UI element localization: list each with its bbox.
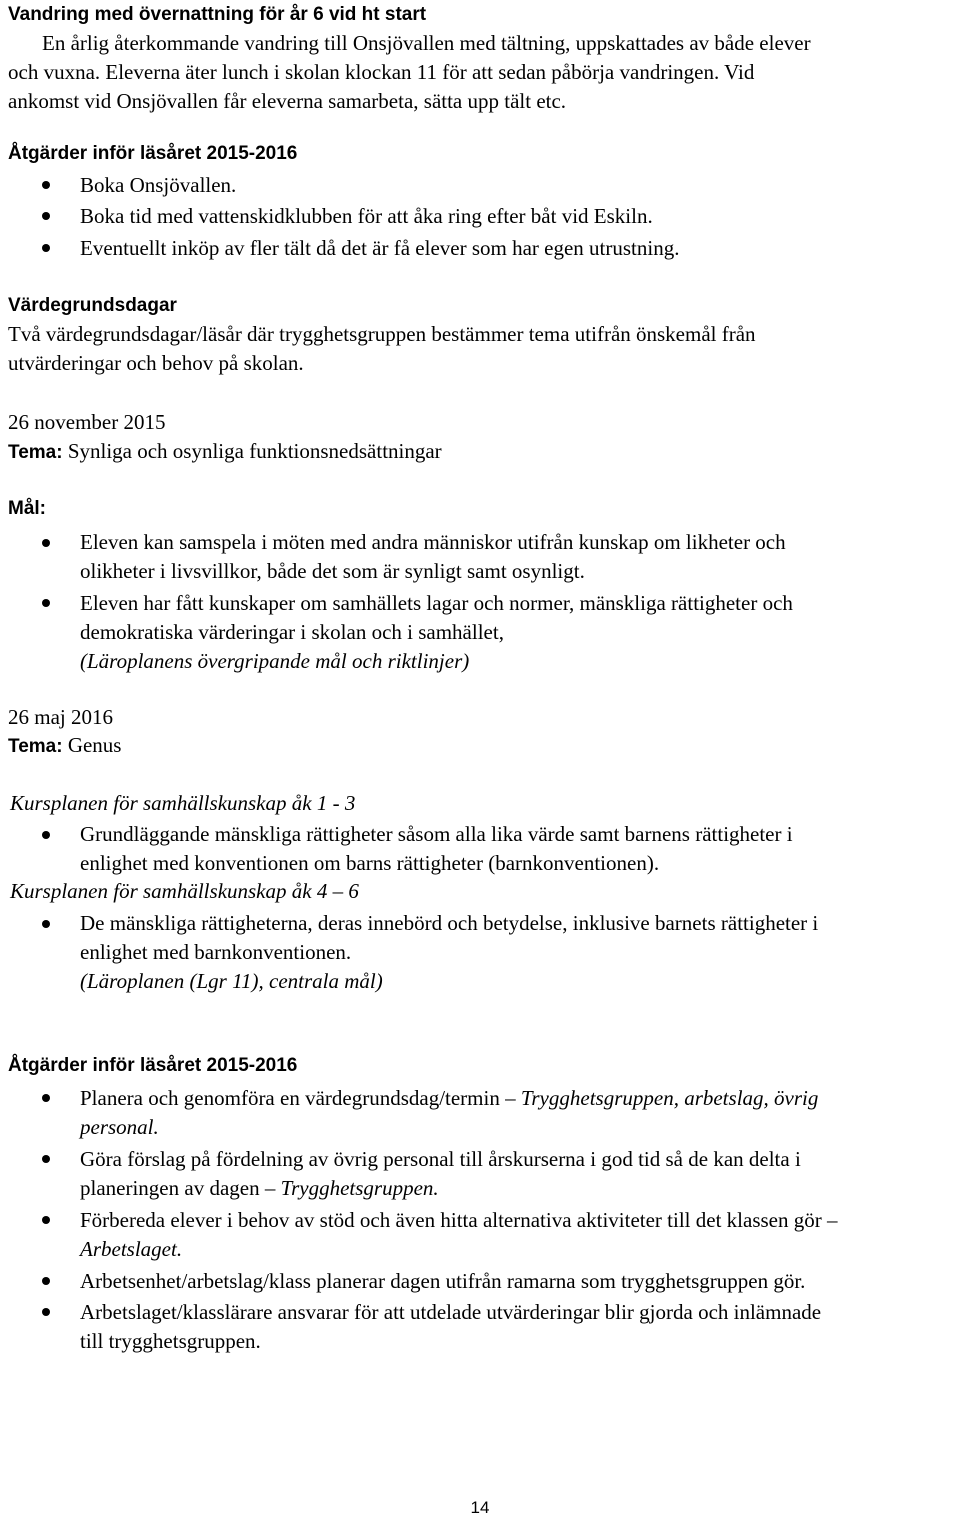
list-item-text: Förbereda elever i behov av stöd och även hitta alternativa aktiviteter till det klassen gör –	[80, 1208, 838, 1232]
section-heading-atgarder: Åtgärder inför läsåret 2015-2016	[8, 1055, 298, 1076]
list-item-line	[80, 1206, 838, 1234]
bullet-icon	[42, 1308, 50, 1316]
list-item-line: enlighet med barnkonventionen.	[80, 940, 352, 964]
paragraph-line: och vuxna. Eleverna äter lunch i skolan klockan 11 för att sedan påbörja vandringen. Vid	[8, 60, 755, 84]
kursplan-title: Kursplanen för samhällskunskap åk 1 - 3	[10, 791, 356, 815]
page-number: 14	[470, 1498, 490, 1517]
section-heading-vandring: Vandring med övernattning för år 6 vid ht start	[8, 4, 427, 25]
list-item: Boka tid med vattenskidklubben för att åka ring efter båt vid Eskiln.	[80, 204, 653, 228]
list-item-line	[80, 1113, 159, 1141]
list-item-line: De mänskliga rättigheterna, deras innebörd och betydelse, inklusive barnets rättigheter i	[80, 911, 819, 935]
bullet-icon	[42, 212, 50, 220]
list-item-italic: personal.	[80, 1115, 159, 1139]
list-item-italic: Arbetslaget.	[80, 1237, 183, 1261]
bullet-icon	[42, 539, 50, 547]
list-item-line	[80, 1235, 182, 1263]
list-item-line	[80, 1174, 439, 1202]
tema-value: Genus	[67, 733, 122, 757]
bullet-icon	[42, 1155, 50, 1163]
bullet-icon	[42, 181, 50, 189]
tema-value: Synliga och osynliga funktionsnedsättningar	[67, 439, 442, 463]
paragraph-line: Två värdegrundsdagar/läsår där trygghetsgruppen bestämmer tema utifrån önskemål från	[8, 322, 756, 346]
bullet-icon	[42, 920, 50, 928]
list-item: Eventuellt inköp av fler tält då det är få elever som har egen utrustning.	[80, 236, 680, 260]
list-item-line: Eleven kan samspela i möten med andra människor utifrån kunskap om likheter och	[80, 530, 786, 554]
section-heading-vardegrundsdagar: Värdegrundsdagar	[8, 295, 177, 316]
tema-label: Tema:	[8, 736, 63, 757]
paragraph-line: utvärderingar och behov på skolan.	[8, 351, 304, 375]
list-item-line	[80, 1298, 821, 1326]
bullet-icon	[42, 1277, 50, 1285]
list-item: Boka Onsjövallen.	[80, 173, 237, 197]
source-note: (Läroplanens övergripande mål och riktlinjer)	[80, 649, 470, 673]
bullet-icon	[42, 244, 50, 252]
bullet-icon	[42, 599, 50, 607]
date-label: 26 november 2015	[8, 410, 166, 434]
list-item-text: planeringen av dagen –	[80, 1176, 281, 1200]
list-item-text: Planera och genomföra en värdegrundsdag/termin –	[80, 1086, 521, 1110]
list-item-line	[80, 1145, 801, 1173]
list-item-line	[80, 1327, 261, 1355]
list-item-line: olikheter i livsvillkor, både det som är synligt samt osynligt.	[80, 559, 585, 583]
list-item-text: Göra förslag på fördelning av övrig personal till årskurserna i god tid så de kan delta i	[80, 1147, 801, 1171]
list-item-line	[80, 1267, 805, 1295]
list-item-line: demokratiska värderingar i skolan och i samhället,	[80, 620, 504, 644]
list-item-line: Eleven har fått kunskaper om samhällets lagar och normer, mänskliga rättigheter och	[80, 591, 793, 615]
tema-line	[8, 437, 442, 467]
source-note: (Läroplanen (Lgr 11), centrala mål)	[80, 969, 383, 993]
list-item-line	[80, 1084, 818, 1112]
tema-label: Tema:	[8, 442, 63, 463]
bullet-icon	[42, 1216, 50, 1224]
list-item-line: enlighet med konventionen om barns rättigheter (barnkonventionen).	[80, 851, 660, 875]
mal-label: Mål:	[8, 498, 46, 519]
tema-line	[8, 731, 121, 761]
bullet-icon	[42, 831, 50, 839]
list-item-text: till trygghetsgruppen.	[80, 1329, 261, 1353]
bullet-icon	[42, 1094, 50, 1102]
list-item-text: Arbetslaget/klasslärare ansvarar för att utdelade utvärderingar blir gjorda och inlämnade	[80, 1300, 822, 1324]
section-heading-atgarder: Åtgärder inför läsåret 2015-2016	[8, 143, 298, 164]
list-item-line: Grundläggande mänskliga rättigheter såsom alla lika värde samt barnens rättigheter i	[80, 822, 793, 846]
paragraph-line: ankomst vid Onsjövallen får eleverna samarbeta, sätta upp tält etc.	[8, 89, 567, 113]
kursplan-title: Kursplanen för samhällskunskap åk 4 – 6	[10, 879, 359, 903]
list-item-text: Arbetsenhet/arbetslag/klass planerar dagen utifrån ramarna som trygghetsgruppen gör.	[80, 1269, 806, 1293]
list-item-italic: Trygghetsgruppen, arbetslag, övrig	[520, 1086, 819, 1110]
paragraph-line: En årlig återkommande vandring till Onsjövallen med tältning, uppskattades av både elever	[42, 31, 811, 55]
date-label: 26 maj 2016	[8, 705, 113, 729]
list-item-italic: Trygghetsgruppen.	[280, 1176, 439, 1200]
